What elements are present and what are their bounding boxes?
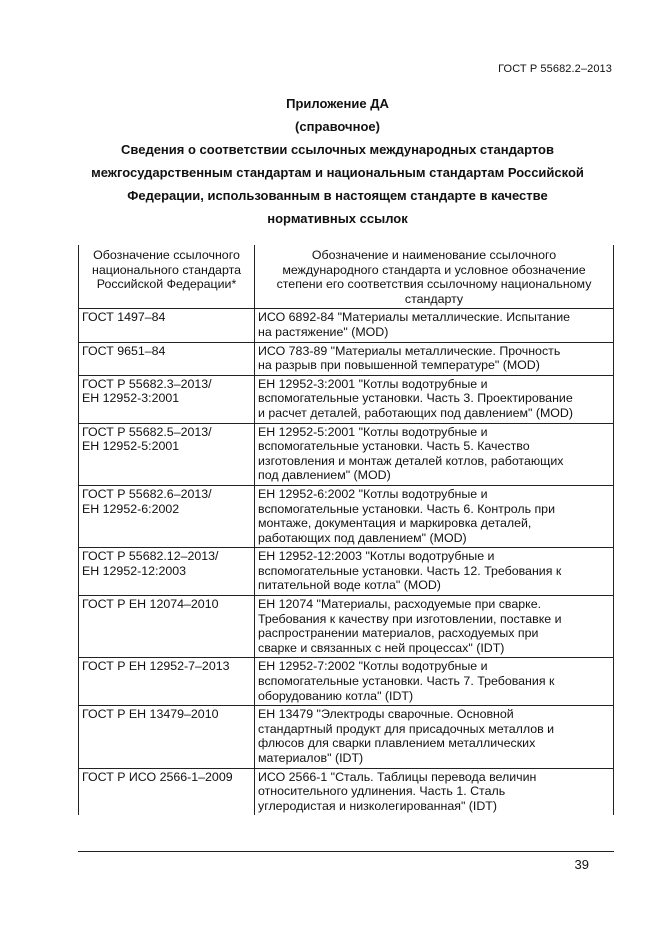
- cell-text-line: на растяжение" (MOD): [258, 324, 389, 339]
- international-standard-cell: [255, 423, 614, 485]
- header-text-line: национального стандарта: [91, 262, 241, 277]
- international-standard-cell: [255, 485, 614, 547]
- table-row: [79, 342, 614, 375]
- international-standard-cell: [255, 375, 614, 423]
- table-row: [79, 706, 614, 768]
- cell-text-line: оборудованию котла" (IDT): [258, 688, 414, 703]
- cell-text-line: Требования к качеству при изготовлении, поставке и: [258, 611, 562, 626]
- cell-text-line: вспомогательные установки. Часть 6. Контроль при: [258, 501, 555, 516]
- cell-text-line: ЕН 12952-5:2001 "Котлы водотрубные и: [258, 424, 488, 439]
- appendix-caption-line: Федерации, использованным в настоящем стандарте в качестве: [127, 188, 548, 203]
- international-standard-cell: [255, 596, 614, 658]
- cell-text-line: ЕН 12074 "Материалы, расходуемые при сварке.: [258, 597, 542, 612]
- cell-text-line: на разрыв при повышенной температуре" (MOD): [258, 358, 540, 373]
- appendix-type: (справочное): [295, 119, 380, 134]
- cell-text-line: вспомогательные установки. Часть 12. Требования к: [258, 563, 562, 578]
- national-standard-cell: [79, 423, 255, 485]
- cell-text-line: и расчет деталей, работающих под давлением" (MOD): [258, 405, 574, 420]
- cell-text-line: ГОСТ Р 55682.3–2013/: [82, 376, 212, 391]
- national-standard-cell: [79, 596, 255, 658]
- appendix-caption-line: нормативных ссылок: [267, 211, 408, 226]
- page-number: 39: [574, 857, 589, 872]
- cell-text-line: стандартный продукт для присадочных металлов и: [258, 721, 555, 736]
- appendix-title-block: [70, 92, 605, 230]
- cell-text-line: ЕН 12952-3:2001 "Котлы водотрубные и: [258, 376, 488, 391]
- cell-text-line: сварке и связанных с ней процессах" (IDT): [258, 640, 505, 655]
- cell-text-line: ГОСТ Р ЕН 13479–2010: [82, 707, 219, 722]
- cell-text-line: ЕН 12952-5:2001: [82, 439, 180, 454]
- cell-text-line: распространении материалов, расходуемых при: [258, 626, 539, 641]
- cell-text-line: ГОСТ Р ИСО 2566-1–2009: [82, 769, 233, 784]
- international-standard-cell: [255, 309, 614, 342]
- cell-text-line: материалов" (IDT): [258, 751, 364, 765]
- appendix-caption-line: межгосударственным стандартам и национальным стандартам Российской: [91, 165, 584, 180]
- cell-text-line: ЕН 13479 "Электроды сварочные. Основной: [258, 707, 514, 722]
- cell-text-line: относительного удлинения. Часть 1. Сталь: [258, 784, 506, 799]
- national-standard-cell: [79, 342, 255, 375]
- header-text-line: стандарту: [404, 291, 464, 306]
- cell-text-line: флюсов для сварки плавлением металлических: [258, 736, 536, 751]
- national-standard-cell: [79, 548, 255, 596]
- cell-text-line: монтаже, документация и маркировка деталей,: [258, 516, 532, 531]
- cell-text-line: ИСО 6892-84 "Материалы металлические. Испытание: [258, 310, 571, 325]
- international-standard-cell: [255, 706, 614, 768]
- cell-text-line: ЕН 12952-7:2002 "Котлы водотрубные и: [258, 659, 488, 674]
- table-row: [79, 485, 614, 547]
- references-table: [78, 245, 614, 815]
- national-standard-cell: [79, 706, 255, 768]
- international-standard-cell: [255, 768, 614, 815]
- cell-text-line: ЕН 12952-12:2003 "Котлы водотрубные и: [258, 549, 495, 564]
- header-national-standard: [79, 245, 255, 309]
- cell-text-line: ИСО 783-89 "Материалы металлические. Прочность: [258, 343, 561, 358]
- table-header-row: [79, 245, 614, 309]
- table-row: [79, 423, 614, 485]
- header-text-line: Российской Федерации*: [96, 277, 237, 292]
- cell-text-line: ГОСТ 1497–84: [82, 310, 166, 325]
- header-text-line: степени его соответствия ссылочному национальному: [276, 277, 592, 292]
- document-code-header: ГОСТ Р 55682.2–2013: [498, 63, 612, 75]
- header-text-line: Обозначение ссылочного: [93, 248, 240, 262]
- cell-text-line: под давлением" (MOD): [258, 468, 391, 483]
- table-row: [79, 548, 614, 596]
- international-standard-cell: [255, 342, 614, 375]
- cell-text-line: изготовления и монтаж деталей котлов, работающих: [258, 453, 564, 468]
- cell-text-line: вспомогательные установки. Часть 7. Требования к: [258, 674, 555, 689]
- cell-text-line: углеродистая и низколегированная" (IDT): [258, 798, 498, 813]
- national-standard-cell: [79, 309, 255, 342]
- national-standard-cell: [79, 768, 255, 815]
- national-standard-cell: [79, 375, 255, 423]
- table-row: [79, 375, 614, 423]
- header-international-standard: [255, 245, 614, 309]
- cell-text-line: ГОСТ Р ЕН 12952-7–2013: [82, 659, 230, 674]
- cell-text-line: ГОСТ Р 55682.12–2013/: [82, 549, 219, 564]
- table-row: [79, 596, 614, 658]
- cell-text-line: вспомогательные установки. Часть 5. Качество: [258, 439, 530, 454]
- national-standard-cell: [79, 485, 255, 547]
- cell-text-line: ИСО 2566-1 "Сталь. Таблицы перевода величин: [258, 769, 537, 784]
- cell-text-line: работающих под давлением" (MOD): [258, 530, 467, 545]
- table-bottom-rule: [78, 851, 614, 852]
- cell-text-line: ГОСТ Р ЕН 12074–2010: [82, 597, 219, 612]
- national-standard-cell: [79, 658, 255, 706]
- cell-text-line: ЕН 12952-6:2002: [82, 501, 180, 516]
- appendix-title: Приложение ДА: [286, 96, 389, 111]
- cell-text-line: ЕН 12952-6:2002 "Котлы водотрубные и: [258, 486, 488, 501]
- international-standard-cell: [255, 658, 614, 706]
- cell-text-line: ГОСТ Р 55682.5–2013/: [82, 424, 212, 439]
- header-text-line: международного стандарта и условное обозначение: [282, 262, 586, 277]
- international-standard-cell: [255, 548, 614, 596]
- table-row: [79, 658, 614, 706]
- cell-text-line: питательной воде котла" (MOD): [258, 578, 441, 593]
- cell-text-line: вспомогательные установки. Часть 3. Проектирование: [258, 391, 573, 406]
- header-text-line: Обозначение и наименование ссылочного: [311, 248, 557, 262]
- table-row: [79, 309, 614, 342]
- cell-text-line: ГОСТ Р 55682.6–2013/: [82, 486, 212, 501]
- cell-text-line: ЕН 12952-3:2001: [82, 391, 180, 406]
- cell-text-line: ЕН 12952-12:2003: [82, 563, 187, 578]
- appendix-caption-line: Сведения о соответствии ссылочных международных стандартов: [121, 142, 554, 157]
- cell-text-line: ГОСТ 9651–84: [82, 343, 166, 358]
- table-row: [79, 768, 614, 815]
